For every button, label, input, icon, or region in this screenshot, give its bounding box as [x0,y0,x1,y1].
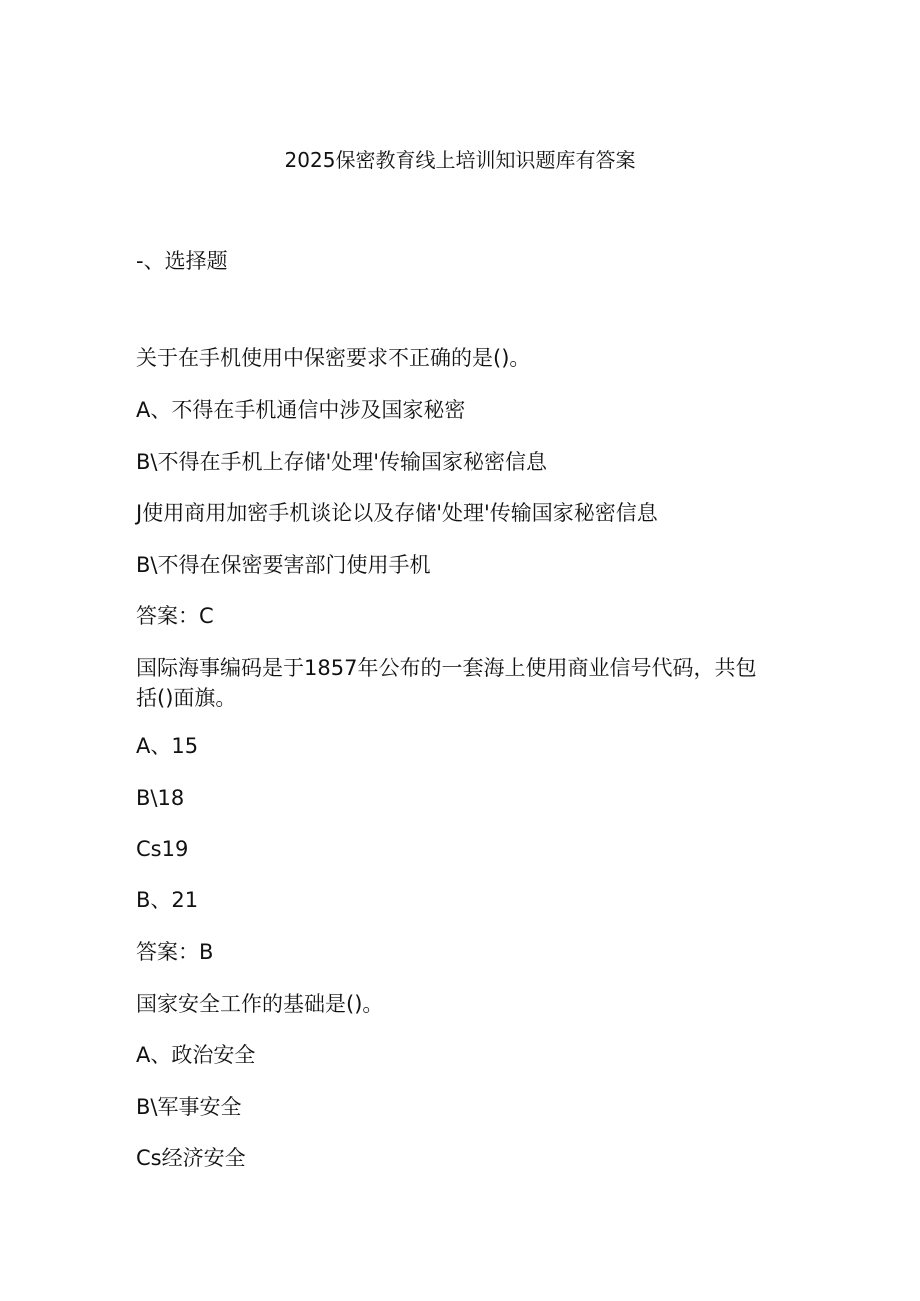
question-3-option-b: B\军事安全 [136,1095,242,1119]
question-2-option-b: B\18 [136,786,185,810]
question-3-stem: 国家安全工作的基础是()。 [136,992,384,1016]
question-2-option-a: A、15 [136,734,199,758]
section-heading: -、选择题 [136,249,228,273]
question-1-option-b: B\不得在手机上存储'处理'传输国家秘密信息 [136,450,548,474]
question-3-option-c: Cs经济安全 [136,1146,246,1170]
question-2-stem: 国际海事编码是于1857年公布的一套海上使用商业信号代码，共包括()面旗。 [136,656,757,710]
question-1-stem: 关于在手机使用中保密要求不正确的是()。 [136,346,531,370]
question-3-option-a: A、政治安全 [136,1043,256,1067]
question-2-option-d: B、21 [136,888,199,912]
document-title: 2025保密教育线上培训知识题库有答案 [284,148,636,172]
question-1-option-a: A、不得在手机通信中涉及国家秘密 [136,398,466,422]
question-1-answer: 答案：C [136,604,214,628]
question-1-option-d: B\不得在保密要害部门使用手机 [136,553,431,577]
question-1-option-c: J使用商用加密手机谈论以及存储'处理'传输国家秘密信息 [136,501,658,525]
question-2-answer: 答案：B [136,940,214,964]
question-2-option-c: Cs19 [136,837,189,861]
